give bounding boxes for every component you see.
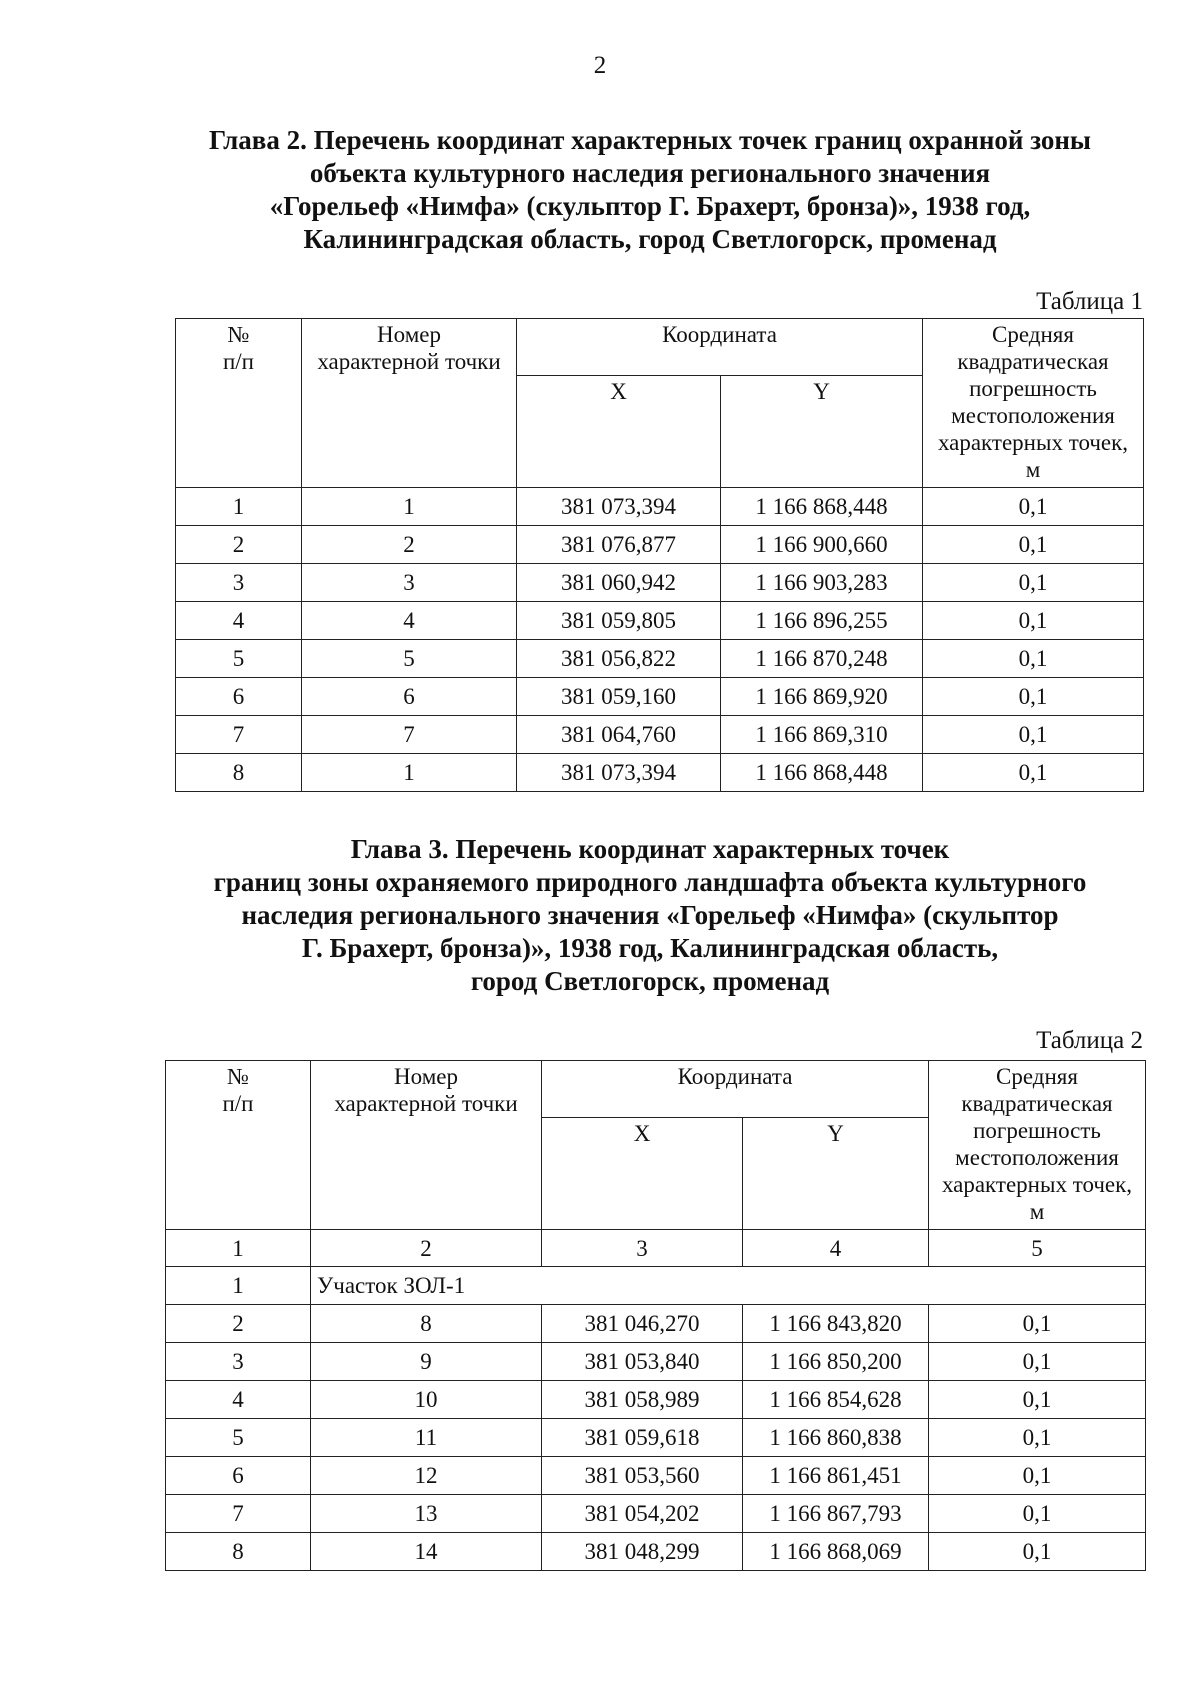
- header-num: № п/п: [176, 319, 302, 488]
- header-x: X: [542, 1118, 743, 1230]
- section-num: 1: [166, 1267, 311, 1305]
- table-row: [166, 1305, 1146, 1343]
- section-row: [166, 1267, 1146, 1305]
- coord-y: 1 166 843,820: [743, 1305, 929, 1343]
- row-num: 2: [166, 1305, 311, 1343]
- row-num: 1: [176, 488, 302, 526]
- mean-error: 0,1: [923, 526, 1144, 564]
- row-num: 4: [176, 602, 302, 640]
- row-num: 8: [176, 754, 302, 792]
- point-number: 4: [302, 602, 517, 640]
- coord-x: 381 064,760: [517, 716, 721, 754]
- point-number: 10: [311, 1381, 542, 1419]
- table-row: [176, 754, 1144, 792]
- mean-error: 0,1: [923, 602, 1144, 640]
- coord-x: 381 059,805: [517, 602, 721, 640]
- chapter3-heading: [150, 833, 1150, 998]
- point-number: 9: [311, 1343, 542, 1381]
- chapter3-heading-line: наследия регионального значения «Горельеф «Нимфа» (скульптор: [241, 900, 1059, 930]
- row-num: 8: [166, 1533, 311, 1571]
- header-mean-error: Средняя квадратическая погрешность местоположения характерных точек, м: [929, 1061, 1146, 1230]
- table-row: [166, 1533, 1146, 1571]
- row-num: 2: [176, 526, 302, 564]
- coord-y: 1 166 867,793: [743, 1495, 929, 1533]
- coord-x: 381 073,394: [517, 754, 721, 792]
- row-num: 6: [176, 678, 302, 716]
- mean-error: 0,1: [923, 488, 1144, 526]
- point-number: 11: [311, 1419, 542, 1457]
- mean-error: 0,1: [923, 564, 1144, 602]
- table-row: [166, 1495, 1146, 1533]
- coord-y: 1 166 868,448: [721, 488, 923, 526]
- coord-x: 381 076,877: [517, 526, 721, 564]
- coord-x: 381 059,618: [542, 1419, 743, 1457]
- row-num: 6: [166, 1457, 311, 1495]
- table-row: [176, 678, 1144, 716]
- coord-y: 1 166 861,451: [743, 1457, 929, 1495]
- column-index: 5: [929, 1230, 1146, 1267]
- table2-body: [166, 1230, 1146, 1571]
- table-row: [166, 1457, 1146, 1495]
- coord-y: 1 166 854,628: [743, 1381, 929, 1419]
- coord-x: 381 053,560: [542, 1457, 743, 1495]
- point-number: 2: [302, 526, 517, 564]
- mean-error: 0,1: [923, 754, 1144, 792]
- table-row: [166, 1381, 1146, 1419]
- coord-y: 1 166 860,838: [743, 1419, 929, 1457]
- column-index: 1: [166, 1230, 311, 1267]
- coord-y: 1 166 850,200: [743, 1343, 929, 1381]
- point-number: 13: [311, 1495, 542, 1533]
- point-number: 8: [311, 1305, 542, 1343]
- coord-x: 381 060,942: [517, 564, 721, 602]
- mean-error: 0,1: [929, 1305, 1146, 1343]
- coord-x: 381 073,394: [517, 488, 721, 526]
- page-number: 2: [593, 52, 607, 79]
- row-num: 3: [176, 564, 302, 602]
- table1-caption: Таблица 1: [1036, 288, 1143, 315]
- coord-x: 381 048,299: [542, 1533, 743, 1571]
- table-row: [176, 716, 1144, 754]
- column-index: 2: [311, 1230, 542, 1267]
- header-y: Y: [721, 376, 923, 488]
- chapter3-heading-line: границ зоны охраняемого природного ландшафта объекта культурного: [213, 867, 1087, 897]
- table1-coordinates: [175, 318, 1144, 792]
- mean-error: 0,1: [923, 716, 1144, 754]
- coord-y: 1 166 868,448: [721, 754, 923, 792]
- header-mean-error: Средняя квадратическая погрешность местоположения характерных точек, м: [923, 319, 1144, 488]
- table2-caption: Таблица 2: [1036, 1027, 1143, 1054]
- table-row: [176, 526, 1144, 564]
- coord-x: 381 059,160: [517, 678, 721, 716]
- point-number: 6: [302, 678, 517, 716]
- point-number: 7: [302, 716, 517, 754]
- coord-y: 1 166 868,069: [743, 1533, 929, 1571]
- coord-y: 1 166 903,283: [721, 564, 923, 602]
- coord-x: 381 058,989: [542, 1381, 743, 1419]
- coord-x: 381 054,202: [542, 1495, 743, 1533]
- table-row: [176, 602, 1144, 640]
- coord-y: 1 166 870,248: [721, 640, 923, 678]
- column-index: 4: [743, 1230, 929, 1267]
- table-row: [166, 1419, 1146, 1457]
- table-row: [176, 564, 1144, 602]
- header-point-number: Номер характерной точки: [311, 1061, 542, 1230]
- point-number: 5: [302, 640, 517, 678]
- table2-coordinates: [165, 1060, 1146, 1571]
- table1-body: [176, 488, 1144, 792]
- row-num: 7: [176, 716, 302, 754]
- header-x: X: [517, 376, 721, 488]
- column-index-row: [166, 1230, 1146, 1267]
- chapter2-heading-line: Глава 2. Перечень координат характерных точек границ охранной зоны: [208, 125, 1092, 155]
- coord-x: 381 046,270: [542, 1305, 743, 1343]
- coord-y: 1 166 869,310: [721, 716, 923, 754]
- row-num: 5: [166, 1419, 311, 1457]
- coord-x: 381 053,840: [542, 1343, 743, 1381]
- header-y: Y: [743, 1118, 929, 1230]
- coord-y: 1 166 900,660: [721, 526, 923, 564]
- chapter2-heading-line: объекта культурного наследия регионального значения: [309, 158, 991, 188]
- header-num: № п/п: [166, 1061, 311, 1230]
- mean-error: 0,1: [929, 1419, 1146, 1457]
- mean-error: 0,1: [923, 640, 1144, 678]
- point-number: 1: [302, 488, 517, 526]
- point-number: 12: [311, 1457, 542, 1495]
- row-num: 5: [176, 640, 302, 678]
- section-label: Участок ЗОЛ-1: [311, 1267, 1146, 1305]
- column-index: 3: [542, 1230, 743, 1267]
- mean-error: 0,1: [929, 1495, 1146, 1533]
- row-num: 4: [166, 1381, 311, 1419]
- chapter3-heading-line: Глава 3. Перечень координат характерных точек: [350, 834, 950, 864]
- header-coordinate: Координата: [542, 1061, 929, 1118]
- chapter2-heading: [150, 124, 1150, 256]
- header-coordinate: Координата: [517, 319, 923, 376]
- header-point-number: Номер характерной точки: [302, 319, 517, 488]
- mean-error: 0,1: [929, 1457, 1146, 1495]
- mean-error: 0,1: [929, 1381, 1146, 1419]
- coord-y: 1 166 896,255: [721, 602, 923, 640]
- mean-error: 0,1: [929, 1343, 1146, 1381]
- table-row: [176, 640, 1144, 678]
- point-number: 3: [302, 564, 517, 602]
- table-row: [166, 1343, 1146, 1381]
- coord-y: 1 166 869,920: [721, 678, 923, 716]
- row-num: 7: [166, 1495, 311, 1533]
- row-num: 3: [166, 1343, 311, 1381]
- point-number: 14: [311, 1533, 542, 1571]
- point-number: 1: [302, 754, 517, 792]
- mean-error: 0,1: [923, 678, 1144, 716]
- coord-x: 381 056,822: [517, 640, 721, 678]
- chapter3-heading-line: Г. Брахерт, бронза)», 1938 год, Калининградская область,: [301, 933, 999, 963]
- table-row: [176, 488, 1144, 526]
- chapter2-heading-line: Калининградская область, город Светлогорск, променад: [303, 224, 997, 254]
- chapter3-heading-line: город Светлогорск, променад: [470, 966, 830, 996]
- mean-error: 0,1: [929, 1533, 1146, 1571]
- chapter2-heading-line: «Горельеф «Нимфа» (скульптор Г. Брахерт, бронза)», 1938 год,: [269, 191, 1031, 221]
